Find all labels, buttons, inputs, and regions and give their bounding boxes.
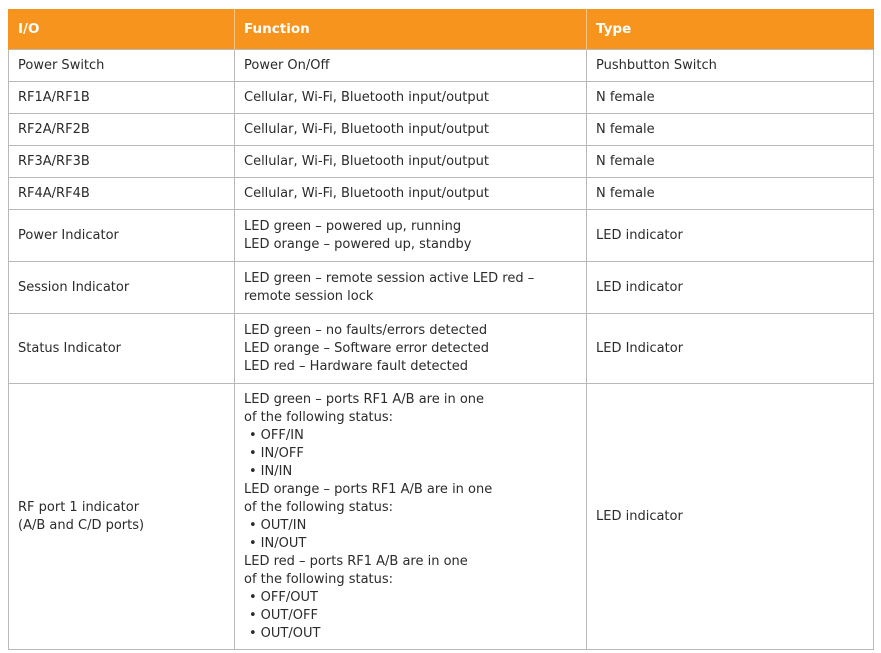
table-row [9, 384, 874, 650]
status-bullet: • OUT/IN [244, 517, 586, 535]
function-cell [235, 384, 587, 650]
io-cell: Status Indicator [9, 314, 235, 384]
io-cell: Power Switch [9, 50, 235, 82]
type-cell: Pushbutton Switch [587, 50, 874, 82]
function-line: LED orange – ports RF1 A/B are in one [244, 481, 493, 497]
io-cell: Power Indicator [9, 210, 235, 262]
type-cell: LED indicator [587, 210, 874, 262]
function-cell: Cellular, Wi-Fi, Bluetooth input/output [235, 146, 587, 178]
function-line: LED orange – Software error detected [244, 340, 490, 356]
function-cell: Cellular, Wi-Fi, Bluetooth input/output [235, 114, 587, 146]
table-row [9, 314, 874, 384]
table-row [9, 82, 874, 114]
io-table [8, 9, 874, 650]
table-row [9, 114, 874, 146]
io-line: RF port 1 indicator [18, 499, 140, 515]
header-io: I/O [9, 9, 235, 50]
function-line: remote session lock [244, 288, 374, 304]
function-line: of the following status: [244, 409, 394, 425]
status-bullet: • OFF/OUT [244, 589, 586, 607]
status-bullet: • IN/OUT [244, 535, 586, 553]
function-line: LED red – ports RF1 A/B are in one [244, 553, 468, 569]
table-row [9, 178, 874, 210]
type-cell: N female [587, 146, 874, 178]
status-bullet: • IN/IN [244, 463, 586, 481]
io-cell: RF1A/RF1B [9, 82, 235, 114]
function-line: LED red – Hardware fault detected [244, 358, 469, 374]
status-bullet: • OUT/OFF [244, 607, 586, 625]
type-cell: LED indicator [587, 384, 874, 650]
type-cell: LED indicator [587, 262, 874, 314]
io-cell: Session Indicator [9, 262, 235, 314]
status-bullet: • IN/OFF [244, 445, 586, 463]
type-cell: LED Indicator [587, 314, 874, 384]
io-cell: RF4A/RF4B [9, 178, 235, 210]
table-row [9, 50, 874, 82]
header-function: Function [235, 9, 587, 50]
function-line: LED green – ports RF1 A/B are in one [244, 391, 485, 407]
header-row [9, 9, 874, 50]
table-row [9, 146, 874, 178]
type-cell: N female [587, 178, 874, 210]
status-bullet: • OUT/OUT [244, 625, 586, 643]
function-cell: Cellular, Wi-Fi, Bluetooth input/output [235, 178, 587, 210]
function-line: LED green – powered up, running [244, 218, 462, 234]
io-cell: RF2A/RF2B [9, 114, 235, 146]
function-line: LED green – no faults/errors detected [244, 322, 488, 338]
function-cell: Power On/Off [235, 50, 587, 82]
function-cell [235, 210, 587, 262]
function-line: of the following status: [244, 499, 394, 515]
header-type: Type [587, 9, 874, 50]
function-line: of the following status: [244, 571, 394, 587]
table-row [9, 262, 874, 314]
type-cell: N female [587, 82, 874, 114]
function-cell [235, 314, 587, 384]
io-cell [9, 384, 235, 650]
function-cell [235, 262, 587, 314]
type-cell: N female [587, 114, 874, 146]
function-line: LED orange – powered up, standby [244, 236, 472, 252]
table-row [9, 210, 874, 262]
function-line: LED green – remote session active LED red – [244, 270, 535, 286]
status-bullet: • OFF/IN [244, 427, 586, 445]
function-cell: Cellular, Wi-Fi, Bluetooth input/output [235, 82, 587, 114]
io-line: (A/B and C/D ports) [18, 517, 145, 533]
io-cell: RF3A/RF3B [9, 146, 235, 178]
